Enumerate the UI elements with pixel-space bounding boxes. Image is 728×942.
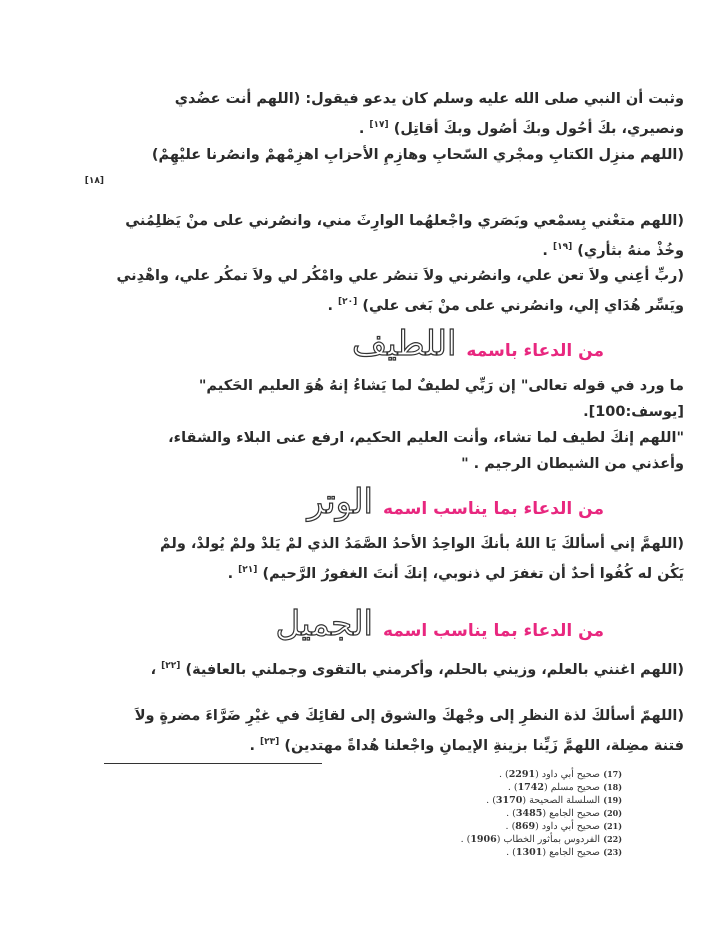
footnote-source: صحيح الجامع (: [542, 808, 600, 819]
section-heading-witr: [44, 483, 684, 521]
footnote-source: الفردوس بمأثور الخطاب (: [496, 834, 600, 845]
footnote-end: ) .: [460, 834, 471, 845]
heading-text: من الدعاء بما يناسب اسمه: [382, 621, 604, 642]
paragraph-text: ونصيري، بكَ أحُول وبكَ أصُول وبكَ أقاتِل): [393, 120, 684, 137]
paragraph-text: فتنة مضِلة، اللهمَّ زَيِّنا بزينةِ الإيمانِ واجْعلنا هُداةً مهتدين): [284, 737, 684, 754]
footnote-hadith-number: 1301: [515, 847, 543, 858]
paragraph-text: (اللهم منزِل الكتابِ ومجْري السّحابِ وهازِمِ الأحزابِ اهزِمْهمْ وانصُرنا عليْهِمْ): [151, 146, 684, 163]
footnote-end: ) .: [506, 808, 516, 819]
paragraph-text: وأعذني من الشيطان الرجيم . ": [461, 456, 684, 473]
footnote-ref[interactable]: [٢٢]: [161, 661, 181, 672]
footnote-item: [322, 846, 622, 859]
footnote-text: [322, 807, 600, 820]
paragraph-dua-8: (اللهمّ أسألكَ لذة النظرِ إلى وجْهكَ والشوق إلى لقائِكَ في غيْرِ ضَرَّاءَ مضرةٍ ولاَ فتنة مضِلة، اللهمَّ زَيِّنا بزينةِ الإيمانِ واجْعلنا هُداةً مهتدين) [٢٣] .: [134, 707, 684, 754]
paragraph-text: "اللهم إنكَ لطيف لما تشاء، وأنت العليم الحكيم، ارفع عنى البلاء والشقاء،: [168, 430, 684, 447]
paragraph-dua-5: [44, 425, 684, 477]
footnote-source: صحيح أبي داود (: [535, 821, 600, 832]
paragraph-dua-2: [44, 142, 684, 198]
footnote-item: [322, 781, 622, 794]
footnote-ref[interactable]: [٢٠]: [338, 297, 358, 308]
footnote-end: ) .: [498, 769, 509, 780]
footnote-source: صحيح الجامع (: [542, 847, 600, 858]
footnote-text: [322, 768, 600, 781]
paragraph-dua-4: (ربِّ أعِني ولاَ تعن علي، وانصُرني ولاَ تنصُر علي وامْكُر لي ولاَ تمكُر علي، واهْدِني ويَسِّر هُدَاي إلي، وانصُرني على منْ بَغى علي) [٢٠] .: [116, 268, 684, 315]
footnote-hadith-number: 1742: [517, 782, 545, 793]
footnote-hadith-number: 1906: [470, 834, 497, 845]
footnote-number: (17): [603, 769, 622, 779]
footnote-end: ) .: [486, 795, 496, 806]
footnote-text: [322, 833, 600, 846]
paragraph-text: ما ورد في قوله تعالى" إن رَبِّي لطيفٌ لما يَشاءُ إنهُ هُوَ العليم الحَكيم": [198, 378, 684, 395]
footnote-ref[interactable]: [١٩]: [552, 241, 573, 252]
footnote-end: ) .: [507, 782, 518, 793]
paragraph-text: (اللهمّ أسألكَ لذة النظرِ إلى وجْهكَ والشوق إلى لقائِكَ في غيْرِ ضَرَّاءَ مضرةٍ ولاَ: [134, 707, 684, 724]
footnote-number: (18): [603, 782, 622, 792]
footnote-hadith-number: 3170: [495, 795, 523, 806]
footnote-source: صحيح أبي داود (: [535, 769, 600, 780]
footnotes-list: [322, 768, 622, 859]
paragraph-text: (اللهم متعْني بِسمْعي وبَصَري واجْعلهُما الوارِثَ مني، وانصُرني على منْ يَظلِمُني: [125, 212, 684, 229]
footnote-number: (20): [603, 808, 622, 818]
footnote-ref[interactable]: [٢٣]: [260, 736, 280, 747]
footnote-number: (23): [603, 847, 622, 857]
heading-name: الوتر: [307, 482, 373, 523]
footnote-end: ) .: [506, 847, 516, 858]
paragraph-text: وثبت أن النبي صلى الله عليه وسلم كان يدعو فيقول: (اللهم أنت عضُدي: [174, 91, 684, 107]
footnote-ref[interactable]: [١٧]: [369, 120, 389, 130]
paragraph-text: ويَسِّر هُدَاي إلي، وانصُرني على منْ بَغى علي): [362, 298, 684, 315]
paragraph-dua-1: وثبت أن النبي صلى الله عليه وسلم كان يدعو فيقول: (اللهم أنت عضُدي ونصيري، بكَ أحُول وبكَ أصُول وبكَ أقاتِل) [١٧] .: [174, 91, 684, 137]
paragraph-dua-6: (اللهمَّ إني أسألكَ يَا اللهُ بأنكَ الواحِدُ الأحدُ الصَّمَدُ الذي لمْ يَلدْ ولمْ يُولدْ، ولمْ يَكُن له كُفُوا أحدٌ أن تغفرَ لي ذنوبي، إنكَ أنتَ الغفورُ الرَّحيم) [٢١] .: [160, 536, 684, 583]
paragraph-dua-3: (اللهم متعْني بِسمْعي وبَصَري واجْعلهُما الوارِثَ مني، وانصُرني على منْ يَظلِمُني وخُذْ منهُ بثأري) [١٩] .: [125, 212, 684, 259]
footnote-item: [322, 820, 622, 833]
heading-text: من الدعاء باسمه: [466, 341, 604, 362]
paragraph-text: يَكُن له كُفُوا أحدٌ أن تغفرَ لي ذنوبي، إنكَ أنتَ الغفورُ الرَّحيم): [262, 566, 684, 583]
footnote-text: [322, 781, 600, 794]
footnote-text: [322, 820, 600, 833]
footnote-text: [322, 794, 600, 807]
footnote-item: [322, 833, 622, 846]
paragraph-text: (اللهم اغنني بالعلم، وزيني بالحلم، وأكرمني بالتقوى وجملني بالعافية): [185, 661, 684, 678]
footnote-item: [322, 768, 622, 781]
paragraph-text: (ربِّ أعِني ولاَ تعن علي، وانصُرني ولاَ تنصُر علي وامْكُر لي ولاَ تمكُر علي، واهْدِني: [116, 268, 684, 285]
footnote-source: السلسلة الصحيحة (: [522, 795, 600, 806]
footnote-item: [322, 794, 622, 807]
footnote-number: (19): [603, 795, 622, 805]
paragraph-text: [يوسف:100].: [583, 404, 684, 421]
heading-name: اللطيف: [352, 324, 457, 365]
footnote-ref[interactable]: [٢١]: [238, 565, 258, 576]
paragraph-text: (اللهمَّ إني أسألكَ يَا اللهُ بأنكَ الواحِدُ الأحدُ الصَّمَدُ الذي لمْ يَلدْ ولمْ يُولدْ، ولمْ: [160, 536, 684, 553]
paragraph-dua-7: (اللهم اغنني بالعلم، وزيني بالحلم، وأكرمني بالتقوى وجملني بالعافية) [٢٢] ،: [150, 661, 684, 678]
footnote-number: (22): [603, 834, 622, 844]
footnote-text: [322, 846, 600, 859]
section-heading-latif: [44, 325, 684, 363]
footnote-hadith-number: 869: [515, 821, 536, 832]
paragraph-verse: [44, 373, 684, 425]
footnote-ref[interactable]: [١٨]: [84, 175, 104, 186]
footnote-item: [322, 807, 622, 820]
section-heading-jamil: [44, 605, 684, 643]
footnote-end: ) .: [505, 821, 516, 832]
footnote-number: (21): [603, 821, 622, 831]
paragraph-text: وخُذْ منهُ بثأري): [577, 242, 684, 259]
footnote-hadith-number: 2291: [508, 769, 536, 780]
heading-name: الجميل: [275, 604, 373, 645]
heading-text: من الدعاء بما يناسب اسمه: [382, 499, 604, 520]
footnote-divider: [104, 763, 322, 764]
footnote-source: صحيح مسلم (: [544, 782, 600, 793]
footnote-hadith-number: 3485: [515, 808, 543, 819]
